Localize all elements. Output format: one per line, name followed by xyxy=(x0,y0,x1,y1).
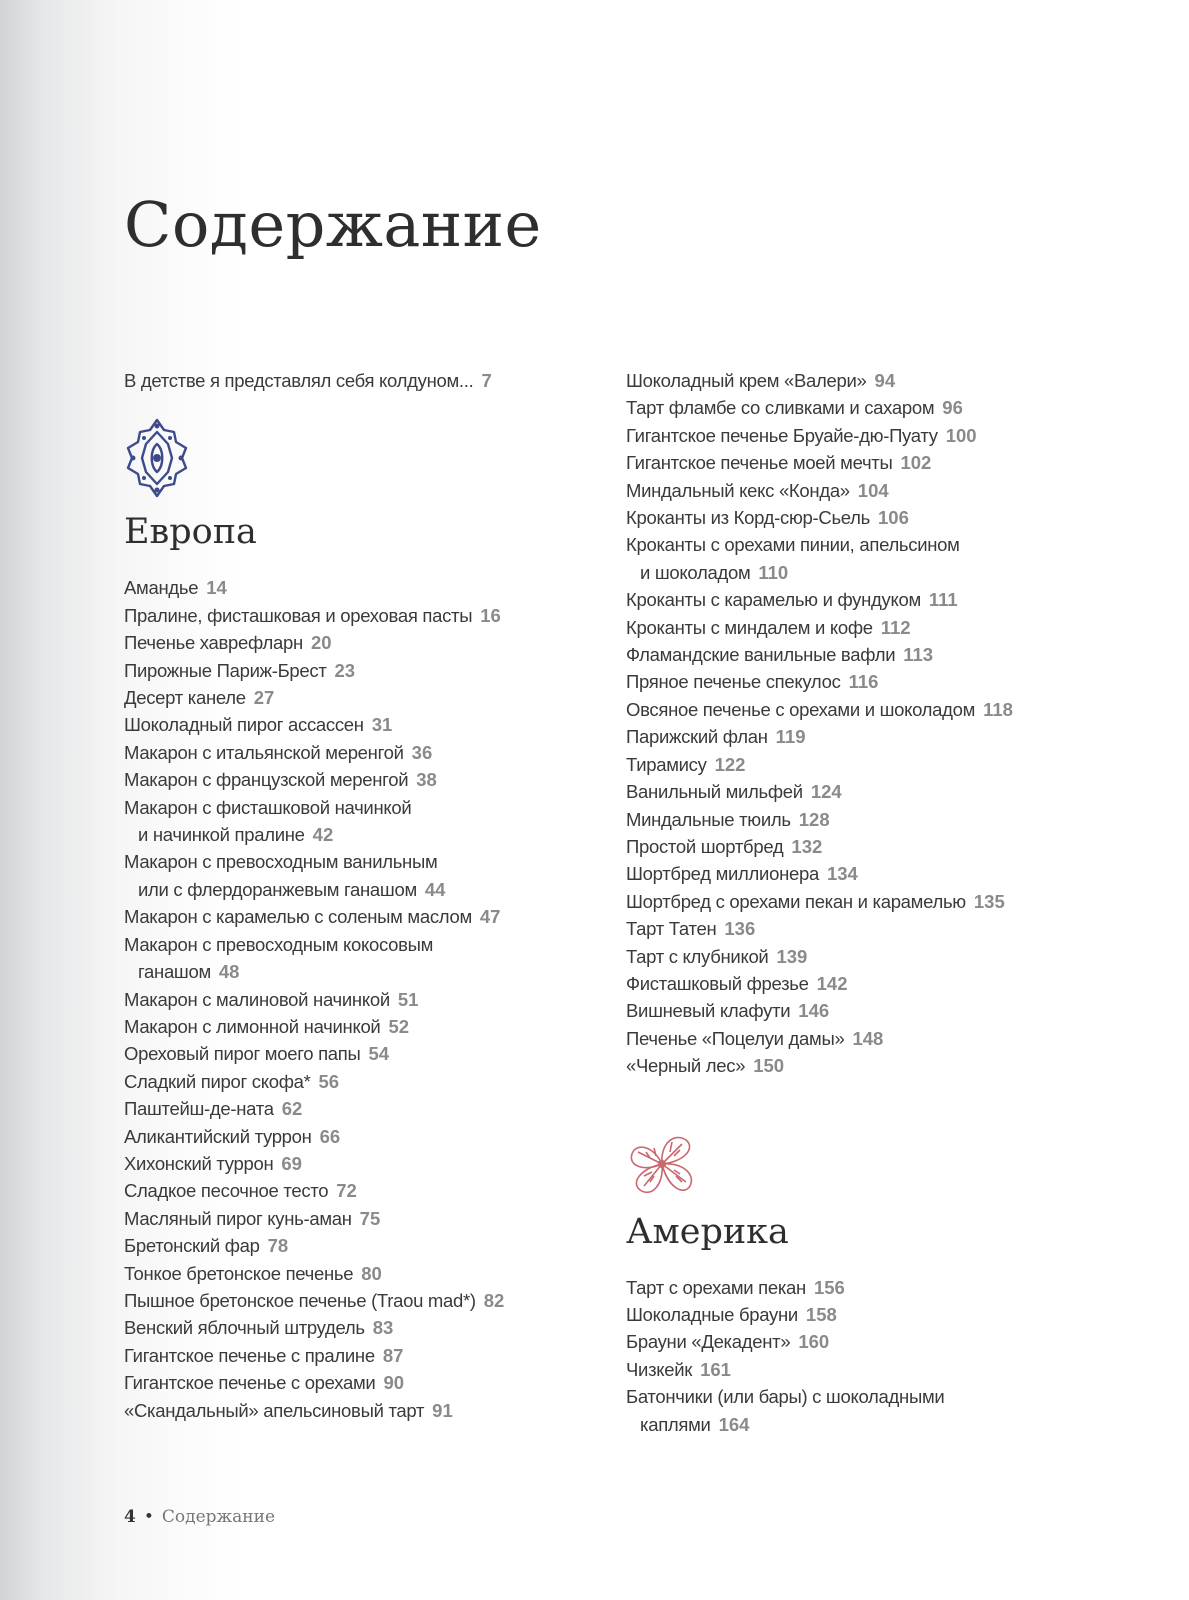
entry-text: Тарт с орехами пекан xyxy=(626,1276,806,1298)
entry-line xyxy=(124,876,644,903)
entry-text: Гигантское печенье с пралине xyxy=(124,1344,375,1366)
entry-text: и шоколадом xyxy=(640,561,751,583)
entry-text: Пышное бретонское печенье (Traou mad*) xyxy=(124,1289,476,1311)
toc-entry[interactable] xyxy=(626,1025,1146,1052)
entry-page-number: 54 xyxy=(368,1043,390,1065)
entry-line xyxy=(626,723,1146,750)
entry-line xyxy=(124,1205,644,1232)
entry-page-number: 111 xyxy=(928,589,958,611)
entry-text: Фисташковый фрезье xyxy=(626,972,809,994)
entry-text: Бретонский фар xyxy=(124,1235,260,1257)
entry-text: Кроканты с миндалем и кофе xyxy=(626,616,873,638)
entry-page-number: 136 xyxy=(724,918,756,940)
entry-text: Фламандские ванильные вафли xyxy=(626,644,896,666)
toc-entry[interactable] xyxy=(626,1356,1146,1383)
toc-entry[interactable] xyxy=(626,696,1146,723)
entry-line xyxy=(124,367,644,394)
entry-text: Печенье «Поцелуи дамы» xyxy=(626,1027,845,1049)
entry-text: Пряное печенье спекулос xyxy=(626,671,841,693)
entry-text: Шортбред миллионера xyxy=(626,863,819,885)
toc-entry[interactable] xyxy=(626,888,1146,915)
entry-text: Амандье xyxy=(124,577,199,599)
section-heading-europe: Европа xyxy=(124,512,257,553)
entry-text: или с флердоранжевым ганашом xyxy=(138,878,417,900)
toc-entry[interactable] xyxy=(626,970,1146,997)
entry-text: Миндальный кекс «Конда» xyxy=(626,479,850,501)
toc-entry[interactable] xyxy=(124,794,644,849)
toc-entry[interactable] xyxy=(626,751,1146,778)
entry-text: В детстве я представлял себя колдуном... xyxy=(124,370,474,391)
entry-text: Гигантское печенье с орехами xyxy=(124,1372,376,1394)
entry-text: Сладкое песочное тесто xyxy=(124,1180,329,1202)
america-entries xyxy=(626,1274,1146,1438)
entry-page-number: 47 xyxy=(479,906,501,928)
entry-line xyxy=(124,1095,644,1122)
entry-page-number: 119 xyxy=(775,726,806,748)
entry-text: Хихонский туррон xyxy=(124,1152,274,1174)
entry-page-number: 160 xyxy=(798,1331,830,1353)
toc-entry[interactable] xyxy=(626,915,1146,942)
entry-page-number: 110 xyxy=(758,561,789,583)
entry-text: Кроканты с карамелью и фундуком xyxy=(626,589,921,611)
entry-page-number: 51 xyxy=(397,988,419,1010)
entry-page-number: 124 xyxy=(810,781,842,803)
toc-entry[interactable] xyxy=(124,986,644,1013)
entry-line xyxy=(124,602,644,629)
toc-entry[interactable] xyxy=(124,684,644,711)
entry-page-number: 164 xyxy=(718,1413,750,1435)
entry-text: Масляный пирог кунь-аман xyxy=(124,1207,352,1229)
entry-text: Миндальные тюиль xyxy=(626,808,791,830)
toc-entry[interactable] xyxy=(124,1177,644,1204)
entry-page-number: 75 xyxy=(359,1207,381,1229)
toc-entry[interactable] xyxy=(626,449,1146,476)
entry-text: Ванильный мильфей xyxy=(626,781,803,803)
toc-entry[interactable] xyxy=(626,504,1146,531)
entry-line xyxy=(124,1287,644,1314)
toc-entry[interactable] xyxy=(626,997,1146,1024)
entry-line xyxy=(124,903,644,930)
entry-page-number: 156 xyxy=(813,1276,845,1298)
entry-text: Макарон с превосходным кокосовым xyxy=(124,933,434,955)
toc-entry[interactable] xyxy=(626,1301,1146,1328)
toc-entry[interactable] xyxy=(626,860,1146,887)
entry-page-number: 94 xyxy=(874,370,896,391)
entry-line xyxy=(626,943,1146,970)
toc-entry[interactable] xyxy=(124,629,644,656)
entry-text: Макарон с карамелью с соленым маслом xyxy=(124,906,472,928)
entry-line xyxy=(626,778,1146,805)
entry-text: Макарон с французской меренгой xyxy=(124,769,409,791)
entry-line xyxy=(124,657,644,684)
entry-line xyxy=(124,848,644,875)
entry-line xyxy=(626,1274,1146,1301)
entry-line xyxy=(626,806,1146,833)
entry-page-number: 27 xyxy=(253,687,275,709)
entry-page-number: 128 xyxy=(798,808,830,830)
toc-entry[interactable] xyxy=(124,1287,644,1314)
entry-line xyxy=(626,751,1146,778)
entry-text: Тарт фламбе со сливками и сахаром xyxy=(626,397,935,419)
entry-text: Макарон с малиновой начинкой xyxy=(124,988,390,1010)
toc-entry[interactable] xyxy=(626,586,1146,613)
entry-page-number: 104 xyxy=(857,479,889,501)
entry-page-number: 90 xyxy=(383,1372,405,1394)
europe-entries xyxy=(124,574,644,1424)
entry-text: ганашом xyxy=(138,961,211,983)
entry-line xyxy=(626,888,1146,915)
toc-entry[interactable] xyxy=(124,1013,644,1040)
entry-page-number: 148 xyxy=(852,1027,884,1049)
entry-page-number: 150 xyxy=(753,1055,785,1077)
toc-entry[interactable] xyxy=(124,1397,644,1424)
blue-ornament-icon xyxy=(124,418,190,498)
entry-line xyxy=(626,367,1146,394)
entry-page-number: 91 xyxy=(432,1399,453,1421)
toc-entry-intro[interactable] xyxy=(124,367,644,394)
toc-entry[interactable] xyxy=(626,422,1146,449)
entry-line xyxy=(626,1383,1146,1410)
entry-text: Венский яблочный штрудель xyxy=(124,1317,365,1339)
toc-entry[interactable] xyxy=(626,531,1146,586)
entry-page-number: 142 xyxy=(816,972,848,994)
entry-page-number: 20 xyxy=(310,632,332,654)
right-column xyxy=(626,367,1146,1438)
toc-entry[interactable] xyxy=(626,1383,1146,1438)
entry-text: Шоколадный пирог ассассен xyxy=(124,714,364,736)
entry-page-number: 106 xyxy=(878,507,909,529)
section-heading-america: Америка xyxy=(626,1211,789,1252)
entry-text: Шоколадные брауни xyxy=(626,1303,798,1325)
toc-entry[interactable] xyxy=(626,641,1146,668)
entry-text: Тонкое бретонское печенье xyxy=(124,1262,354,1284)
entry-text: «Скандальный» апельсиновый тарт xyxy=(124,1399,425,1421)
entry-page-number: 72 xyxy=(336,1180,357,1202)
entry-text: Вишневый клафути xyxy=(626,1000,791,1022)
entry-page-number: 52 xyxy=(388,1015,410,1037)
entry-page-number: 23 xyxy=(334,659,356,681)
entry-page-number: 87 xyxy=(382,1344,404,1366)
toc-entry[interactable] xyxy=(124,574,644,601)
toc-entry[interactable] xyxy=(124,1095,644,1122)
entry-page-number: 42 xyxy=(312,824,334,846)
entry-line xyxy=(626,504,1146,531)
toc-entry[interactable] xyxy=(124,1205,644,1232)
entry-line xyxy=(626,860,1146,887)
toc-entry[interactable] xyxy=(124,602,644,629)
entry-page-number: 48 xyxy=(218,961,240,983)
entry-page-number: 80 xyxy=(361,1262,382,1284)
entry-text: Пралине, фисташковая и ореховая пасты xyxy=(124,604,473,626)
entry-page-number: 38 xyxy=(416,769,437,791)
entry-page-number: 132 xyxy=(791,835,823,857)
entry-line xyxy=(124,1342,644,1369)
entry-text: Макарон с фисташковой начинкой xyxy=(124,796,412,818)
entry-line xyxy=(124,1177,644,1204)
toc-entry[interactable] xyxy=(124,739,644,766)
entry-text: Овсяное печенье с орехами и шоколадом xyxy=(626,698,976,720)
red-flower-ornament-icon xyxy=(624,1128,700,1200)
entry-line xyxy=(626,833,1146,860)
entry-page-number: 82 xyxy=(483,1289,505,1311)
entry-line xyxy=(626,531,1146,558)
entry-line xyxy=(124,711,644,738)
footer-page-number: 4 xyxy=(124,1507,136,1527)
entry-line xyxy=(124,1150,644,1177)
entry-line xyxy=(124,1232,644,1259)
toc-entry[interactable] xyxy=(124,848,644,903)
entry-text: «Черный лес» xyxy=(626,1055,746,1077)
entry-page-number: 102 xyxy=(900,452,932,474)
page-title: Содержание xyxy=(124,188,542,261)
toc-entry[interactable] xyxy=(124,903,644,930)
toc-entry[interactable] xyxy=(124,766,644,793)
entry-line xyxy=(626,559,1146,586)
toc-entry[interactable] xyxy=(626,614,1146,641)
toc-entry[interactable] xyxy=(626,477,1146,504)
entry-line xyxy=(124,1123,644,1150)
entry-text: Ореховый пирог моего папы xyxy=(124,1043,361,1065)
left-column xyxy=(124,367,644,1424)
entry-line xyxy=(124,958,644,985)
entry-line xyxy=(124,1314,644,1341)
entry-line xyxy=(626,394,1146,421)
toc-entry[interactable] xyxy=(626,1052,1146,1079)
toc-entry[interactable] xyxy=(626,943,1146,970)
entry-text: Тирамису xyxy=(626,753,707,775)
entry-line xyxy=(626,668,1146,695)
entry-line xyxy=(626,1025,1146,1052)
toc-entry[interactable] xyxy=(626,778,1146,805)
entry-line xyxy=(626,1301,1146,1328)
entry-line xyxy=(626,970,1146,997)
toc-entry[interactable] xyxy=(124,657,644,684)
entry-line xyxy=(124,1040,644,1067)
toc-entry[interactable] xyxy=(626,668,1146,695)
entry-text: Брауни «Декадент» xyxy=(626,1331,791,1353)
toc-entry[interactable] xyxy=(124,1150,644,1177)
entry-text: Тарт Татен xyxy=(626,918,717,940)
entry-line xyxy=(124,1369,644,1396)
entry-line xyxy=(626,1328,1146,1355)
toc-entry[interactable] xyxy=(626,1274,1146,1301)
toc-entry[interactable] xyxy=(124,931,644,986)
entry-text: Десерт канеле xyxy=(124,687,246,709)
toc-entry[interactable] xyxy=(626,806,1146,833)
entry-line xyxy=(626,586,1146,613)
entry-page-number: 78 xyxy=(267,1235,289,1257)
right-entries xyxy=(626,367,1146,1080)
entry-text: Тарт с клубникой xyxy=(626,945,769,967)
entry-page-number: 112 xyxy=(880,616,911,638)
toc-entry[interactable] xyxy=(626,367,1146,394)
entry-line xyxy=(626,449,1146,476)
entry-line xyxy=(124,1013,644,1040)
entry-line xyxy=(626,641,1146,668)
page-footer xyxy=(124,1506,275,1528)
entry-text: Гигантское печенье Бруайе-дю-Пуату xyxy=(626,424,938,446)
entry-line xyxy=(124,1397,644,1424)
entry-text: Батончики (или бары) с шоколадными xyxy=(626,1386,945,1408)
entry-line xyxy=(626,1411,1146,1438)
entry-text: и начинкой пралине xyxy=(138,824,305,846)
entry-page-number: 7 xyxy=(481,370,492,391)
entry-line xyxy=(124,684,644,711)
toc-entry[interactable] xyxy=(626,394,1146,421)
entry-line xyxy=(626,915,1146,942)
entry-page-number: 161 xyxy=(700,1358,731,1380)
entry-page-number: 139 xyxy=(776,945,808,967)
entry-line xyxy=(124,821,644,848)
entry-line xyxy=(124,629,644,656)
entry-line xyxy=(124,739,644,766)
toc-entry[interactable] xyxy=(124,1314,644,1341)
entry-line xyxy=(124,794,644,821)
toc-entry[interactable] xyxy=(124,1123,644,1150)
entry-text: Печенье хаврефларн xyxy=(124,632,303,654)
toc-entry[interactable] xyxy=(124,1260,644,1287)
toc-entry[interactable] xyxy=(626,1328,1146,1355)
entry-page-number: 146 xyxy=(798,1000,830,1022)
entry-line xyxy=(626,696,1146,723)
footer-label: Содержание xyxy=(161,1507,276,1527)
entry-page-number: 62 xyxy=(281,1098,303,1120)
entry-page-number: 134 xyxy=(826,863,858,885)
entry-text: Шоколадный крем «Валери» xyxy=(626,370,867,391)
entry-text: Шортбред с орехами пекан и карамелью xyxy=(626,890,966,912)
entry-text: Гигантское печенье моей мечты xyxy=(626,452,893,474)
entry-page-number: 69 xyxy=(281,1152,302,1174)
entry-text: Парижский флан xyxy=(626,726,768,748)
entry-line xyxy=(124,931,644,958)
toc-entry[interactable] xyxy=(124,1040,644,1067)
entry-text: Паштейш-де-ната xyxy=(124,1098,274,1120)
entry-text: Макарон с превосходным ванильным xyxy=(124,851,438,873)
entry-line xyxy=(626,477,1146,504)
entry-text: Сладкий пирог скофа* xyxy=(124,1070,311,1092)
entry-text: Пирожные Париж-Брест xyxy=(124,659,327,681)
entry-page-number: 135 xyxy=(973,890,1005,912)
entry-page-number: 56 xyxy=(318,1070,340,1092)
entry-line xyxy=(626,422,1146,449)
entry-line xyxy=(626,1356,1146,1383)
toc-entry[interactable] xyxy=(124,711,644,738)
entry-line xyxy=(124,574,644,601)
footer-bullet: • xyxy=(143,1507,154,1527)
entry-page-number: 83 xyxy=(372,1317,394,1339)
entry-text: Кроканты из Корд-сюр-Сьель xyxy=(626,507,870,529)
entry-line xyxy=(124,986,644,1013)
entry-page-number: 16 xyxy=(480,604,501,626)
entry-page-number: 113 xyxy=(903,644,934,666)
entry-line xyxy=(124,1068,644,1095)
toc-entry[interactable] xyxy=(626,833,1146,860)
entry-page-number: 44 xyxy=(424,878,446,900)
entry-text: каплями xyxy=(640,1413,711,1435)
entry-page-number: 66 xyxy=(319,1125,341,1147)
entry-page-number: 14 xyxy=(206,577,227,599)
entry-page-number: 122 xyxy=(714,753,746,775)
toc-entry[interactable] xyxy=(124,1068,644,1095)
entry-line xyxy=(124,766,644,793)
entry-page-number: 31 xyxy=(371,714,393,736)
entry-text: Макарон с итальянской меренгой xyxy=(124,741,404,763)
entry-page-number: 36 xyxy=(411,741,433,763)
entry-page-number: 118 xyxy=(983,698,1013,720)
entry-line xyxy=(626,1052,1146,1079)
entry-line xyxy=(626,997,1146,1024)
entry-text: Аликантийский туррон xyxy=(124,1125,312,1147)
entry-text: Чизкейк xyxy=(626,1358,693,1380)
entry-page-number: 100 xyxy=(945,424,977,446)
entry-line xyxy=(124,1260,644,1287)
toc-entry[interactable] xyxy=(626,723,1146,750)
entry-line xyxy=(626,614,1146,641)
toc-entry[interactable] xyxy=(124,1369,644,1396)
entry-page-number: 96 xyxy=(942,397,963,419)
toc-entry[interactable] xyxy=(124,1232,644,1259)
entry-text: Простой шортбред xyxy=(626,835,784,857)
entry-text: Макарон с лимонной начинкой xyxy=(124,1015,381,1037)
entry-text: Кроканты с орехами пинии, апельсином xyxy=(626,534,960,556)
entry-page-number: 158 xyxy=(805,1303,837,1325)
toc-entry[interactable] xyxy=(124,1342,644,1369)
entry-page-number: 116 xyxy=(848,671,879,693)
